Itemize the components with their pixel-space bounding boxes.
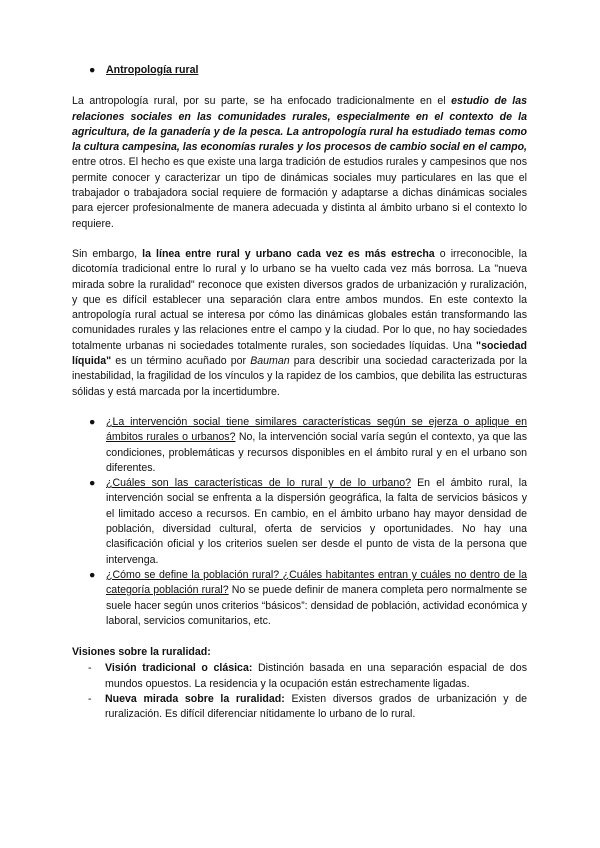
bullet-icon: ● — [89, 64, 96, 76]
visiones-list — [72, 661, 527, 722]
list-item — [72, 476, 527, 568]
question-text: ¿Cómo se define la población rural? ¿Cuáles habitantes entran y cuáles no dentro de la categoría población rural? — [106, 568, 527, 597]
item-label: Visión tradicional o clásica: — [105, 662, 253, 675]
question-text: ¿La intervención social tiene similares características según se ejerza o aplique en ámbitos rurales o urbanos? — [106, 415, 527, 444]
bullet-icon: ● — [89, 415, 96, 428]
answer-text: No se puede definir de manera completa pero normalmente se suele hacer según unos criterios “básicos”: densidad de población, actividad económica y laboral, servicios comunitarios, etc. — [106, 584, 527, 627]
list-item — [72, 568, 527, 629]
dash-icon: - — [88, 662, 92, 675]
answer-text: No, la intervención social varía según el contexto, ya que las condiciones, problemáticas y recursos disponibles en el ámbito rural y en el urbano son diferentes. — [106, 431, 527, 474]
paragraph-rural-urbano: Sin embargo, la línea entre rural y urbano cada vez es más estrecha o irreconocible, la dicotomía tradicional entre lo rural y lo urbano se ha vuelto cada vez más borrosa. La "nueva mirada sobre la ruralidad" reconoce que existen diversos grados de urbanización y ruralización, y que es difícil establecer una separación clara entre ambos mundos. En este contexto la antropología rural actual se interesa por cómo las dinámicas globales están transformando las comunidades rurales y las relaciones entre el campo y la ciudad. Por lo que, no hay sociedades totalmente urbanas ni sociedades totalmente rurales, son sociedades líquidas. Una "sociedad líquida" es un término acuñado por Bauman para describir una sociedad caracterizada por la inestabilidad, la fragilidad de los vínculos y la rapidez de los cambios, que debilita las estructuras sólidas y está marcada por la incertidumbre. — [72, 247, 527, 398]
document-page — [72, 63, 527, 723]
paragraph-antropologia-rural: La antropología rural, por su parte, se ha enfocado tradicionalmente en el estudio de las relaciones sociales en las comunidades rurales, especialmente en el contexto de la agricultura, de la ganadería y de la pesca. La antropología rural ha estudiado temas como la cultura campesina, las economías rurales y los procesos de cambio social en el campo, entre otros. El hecho es que existe una larga tradición de estudios rurales y campesinos que nos permite conocer y caracterizar un tipo de dinámicas sociales muy particulares en las que el trabajador o trabajadora social requiere de formación y adaptarse a dichas dinámicas sociales para ejercer profesionalmente de manera adecuada y distinta al ámbito urbano si el contexto lo requiere. — [72, 95, 527, 230]
list-item — [72, 692, 527, 723]
item-text: Existen diversos grados de urbanización y de ruralización. Es difícil diferenciar nítidamente lo urbano de lo rural. — [105, 692, 527, 721]
dash-icon: - — [88, 692, 92, 705]
item-text: Distinción basada en una separación espacial de dos mundos opuestos. La residencia y la ocupación están estrechamente ligadas. — [105, 662, 527, 690]
answer-text: En el ámbito rural, la intervención social se enfrenta a la dispersión geográfica, la falta de servicios básicos y el limitado acceso a recursos. En cambio, en el ámbito urbano hay mayor densidad de población, diversidad cultural, oferta de servicios y oportunidades. No hay una clasificación oficial y los criterios suelen ser desde el punto de vista de la persona que intervenga. — [106, 477, 527, 566]
item-label: Nueva mirada sobre la ruralidad: — [105, 692, 285, 705]
section-heading — [72, 63, 527, 78]
visiones-heading: Visiones sobre la ruralidad: — [72, 646, 211, 659]
list-item — [72, 415, 527, 476]
questions-list — [72, 415, 527, 629]
question-text: ¿Cuáles son las características de lo rural y de lo urbano? — [106, 477, 411, 490]
bullet-icon: ● — [89, 477, 96, 490]
bullet-icon: ● — [89, 568, 96, 581]
list-item — [72, 661, 527, 692]
section-title: Antropología rural — [106, 64, 199, 76]
